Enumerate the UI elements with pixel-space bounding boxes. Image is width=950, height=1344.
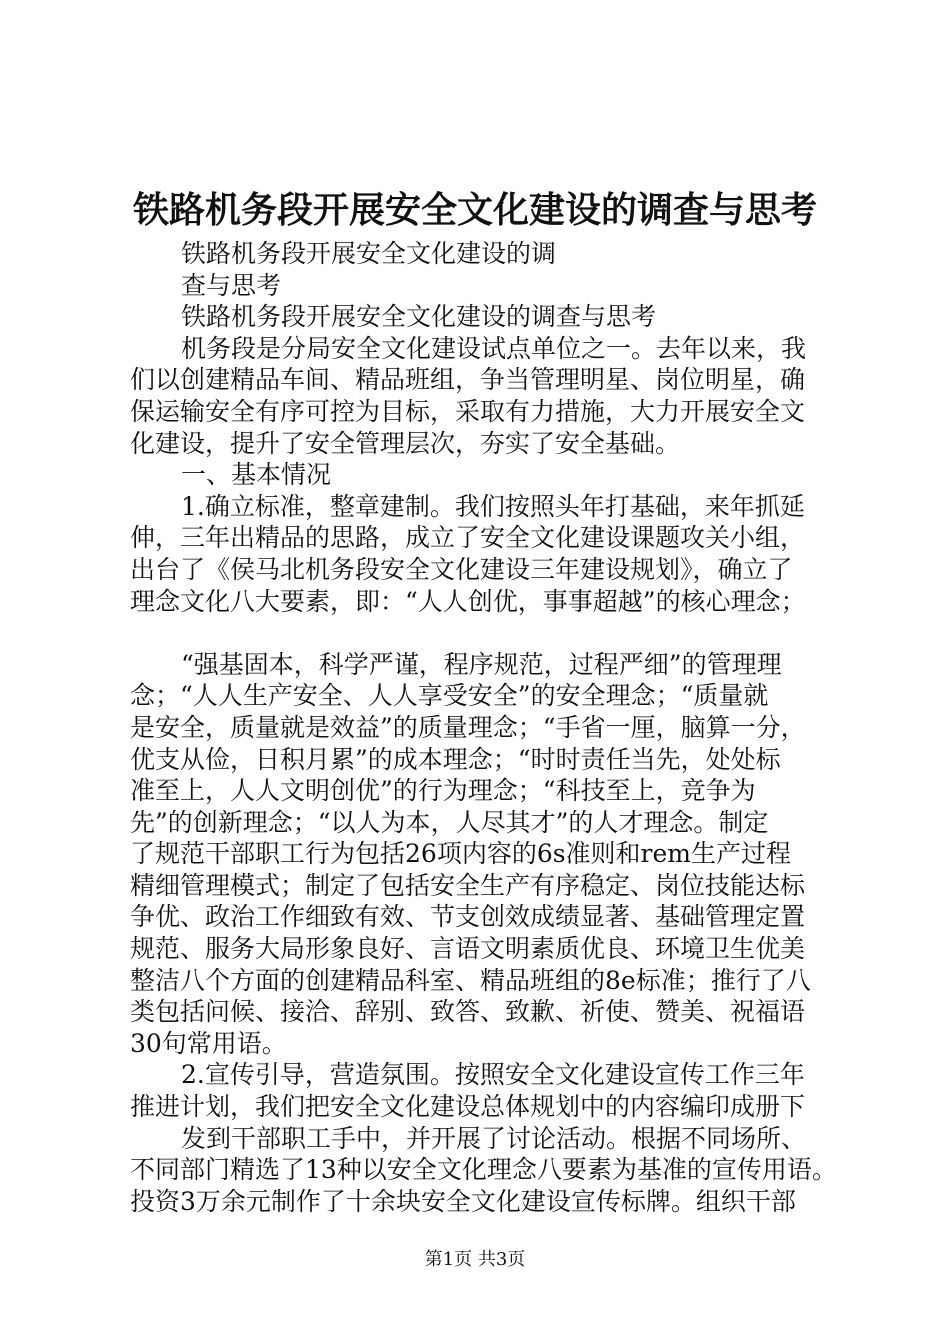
- text-line: 化建设，提升了安全管理层次，夯实了安全基础。: [130, 428, 681, 458]
- text-line: 准至上，人人文明创优”的行为理念；“科技至上，竞争为: [130, 776, 756, 806]
- text-line: 了规范干部职工行为包括26项内容的6s准则和rem生产过程: [130, 839, 792, 869]
- text-line: 保运输安全有序可控为目标，采取有力措施，大力开展安全文: [130, 396, 806, 426]
- section-heading: 一、基本情况: [181, 460, 332, 490]
- document-body: [130, 238, 860, 1217]
- text-line: 整洁八个方面的创建精品科室、精品班组的8e标准；推行了八: [130, 965, 811, 995]
- text-line: 规范、服务大局形象良好、言语文明素质优良、环境卫生优美: [130, 934, 806, 964]
- text-line: 发到干部职工手中，并开展了讨论活动。根据不同场所、: [181, 1123, 807, 1153]
- page-number: 第1页 共3页: [424, 1249, 526, 1270]
- text-line: 2.宣传引导，营造氛围。按照安全文化建设宣传工作三年: [181, 1060, 805, 1090]
- text-line: 不同部门精选了13种以安全文化理念八要素为基准的宣传用语。: [130, 1155, 837, 1185]
- text-line: 念；“人人生产安全、人人享受安全”的安全理念；“质量就: [130, 681, 769, 711]
- text-line: 精细管理模式；制定了包括安全生产有序稳定、岗位技能达标: [130, 870, 806, 900]
- text-line: 30句常用语。: [130, 1028, 287, 1058]
- text-line: 们以创建精品车间、精品班组，争当管理明星、岗位明星，确: [130, 365, 806, 395]
- text-line: 理念文化八大要素，即：“人人创优，事事超越”的核心理念；: [130, 586, 806, 616]
- text-line: 伸，三年出精品的思路，成立了安全文化建设课题攻关小组，: [130, 523, 806, 553]
- text-line: “强基固本，科学严谨，程序规范，过程严细”的管理理: [181, 649, 782, 679]
- text-line: 先”的创新理念；“以人为本，人尽其才”的人才理念。制定: [130, 807, 769, 837]
- text-line: 优支从俭，日积月累”的成本理念；“时时责任当先，处处标: [130, 744, 781, 774]
- text-line: 是安全，质量就是效益”的质量理念；“手省一厘，脑算一分，: [130, 712, 806, 742]
- text-line: 类包括问候、接洽、辞别、致答、致歉、祈使、赞美、祝福语: [130, 997, 806, 1027]
- text-line: 铁路机务段开展安全文化建设的调查与思考: [181, 302, 657, 332]
- text-line: 机务段是分局安全文化建设试点单位之一。去年以来，我: [181, 333, 807, 363]
- text-line: 推进计划，我们把安全文化建设总体规划中的内容编印成册下: [130, 1092, 806, 1122]
- text-line: 1.确立标准，整章建制。我们按照头年打基础，来年抓延: [181, 491, 805, 521]
- text-line: 出台了《侯马北机务段安全文化建设三年建设规划》，确立了: [130, 554, 793, 584]
- text-line: 查与思考: [181, 270, 282, 300]
- document-title: 铁路机务段开展安全文化建设的调查与思考: [132, 189, 817, 231]
- text-line: 投资3万余元制作了十余块安全文化建设宣传标牌。组织干部: [130, 1186, 796, 1216]
- paragraph-gap: [130, 617, 860, 649]
- text-line: 争优、政治工作细致有效、节支创效成绩显著、基础管理定置: [130, 902, 806, 932]
- text-line: 铁路机务段开展安全文化建设的调: [181, 239, 557, 268]
